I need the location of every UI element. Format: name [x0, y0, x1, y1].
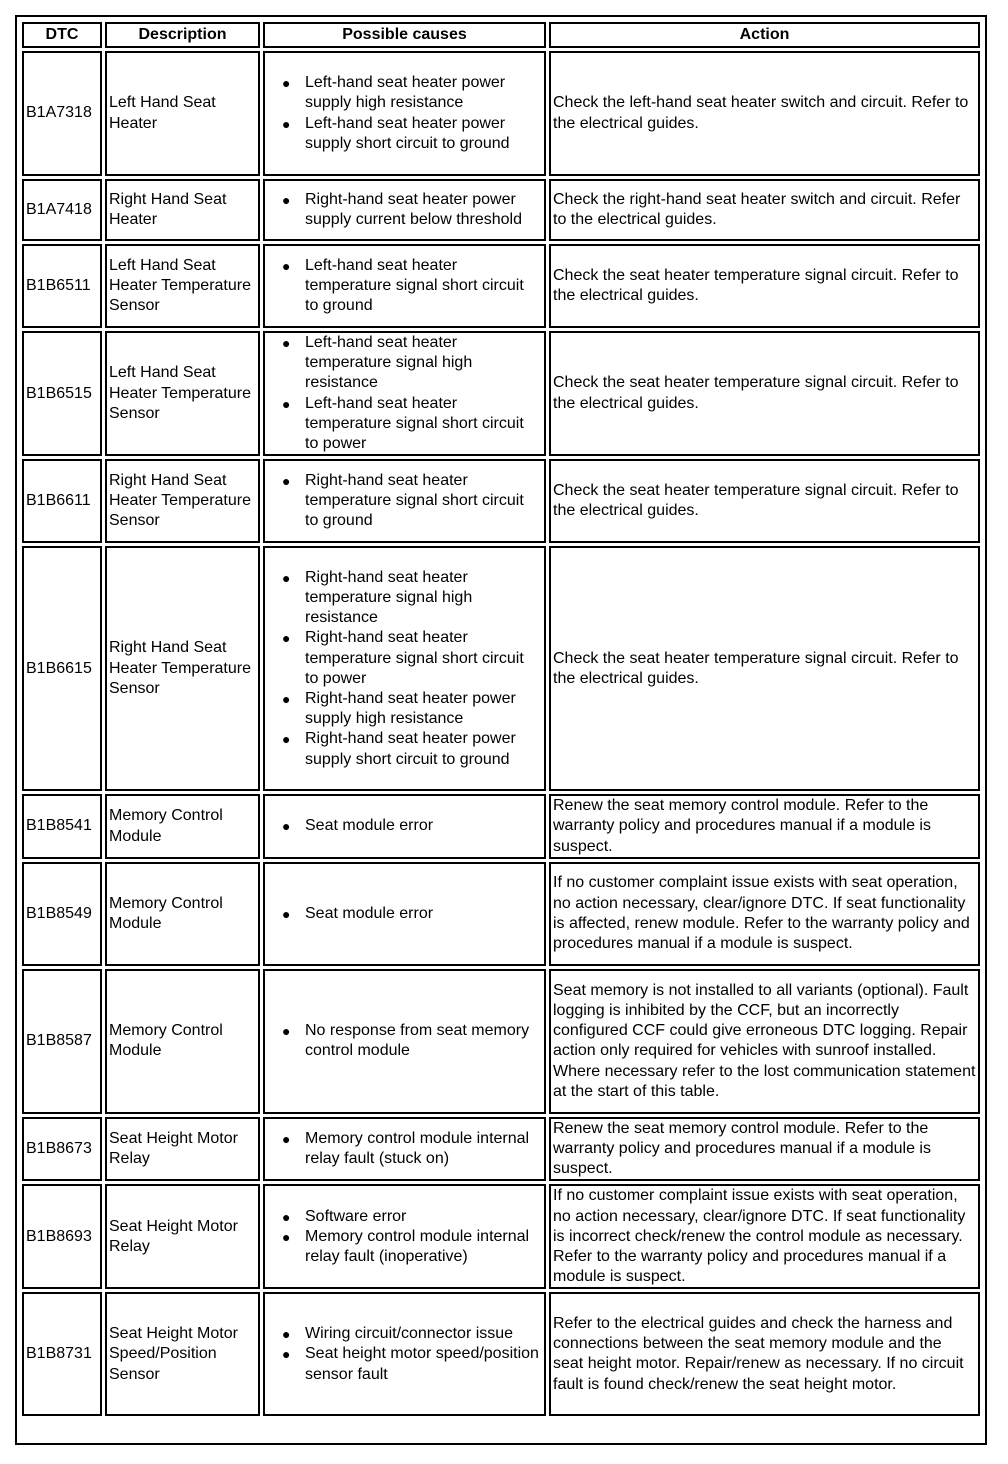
cause-text: Seat module error: [305, 904, 434, 922]
cause-item: [282, 190, 540, 230]
bullet-icon: ●: [282, 115, 291, 132]
action-text: Renew the seat memory control module. Refer to the warranty policy and procedures manual if a module is suspect.: [549, 1117, 980, 1182]
action-text: Check the seat heater temperature signal circuit. Refer to the electrical guides.: [549, 459, 980, 543]
cause-text: Seat height motor speed/position sensor fault: [305, 1345, 539, 1383]
action-text: Check the left-hand seat heater switch and circuit. Refer to the electrical guides.: [549, 51, 980, 176]
action-text: Renew the seat memory control module. Refer to the warranty policy and procedures manual if a module is suspect.: [549, 794, 980, 859]
bullet-icon: ●: [282, 818, 291, 835]
table-row: [22, 331, 980, 456]
possible-causes-cell: [263, 244, 546, 328]
possible-causes-cell: [263, 1184, 546, 1289]
header-dtc: DTC: [22, 22, 102, 48]
dtc-description: Memory Control Module: [105, 862, 260, 966]
dtc-description: Seat Height Motor Relay: [105, 1117, 260, 1182]
cause-item: [282, 333, 540, 394]
bullet-icon: ●: [282, 257, 291, 274]
causes-list: [265, 1021, 540, 1061]
possible-causes-cell: [263, 862, 546, 966]
table-row: [22, 1184, 980, 1289]
bullet-icon: ●: [282, 472, 291, 489]
table-row: [22, 179, 980, 241]
dtc-code: B1A7418: [22, 179, 102, 241]
cause-item: [282, 1129, 540, 1169]
cause-text: Right-hand seat heater temperature signal short circuit to power: [305, 629, 524, 687]
bullet-icon: ●: [282, 1023, 291, 1040]
cause-text: Seat module error: [305, 817, 434, 835]
cause-text: Right-hand seat heater power supply high resistance: [305, 689, 516, 728]
causes-list: [265, 471, 540, 532]
bullet-icon: ●: [282, 569, 291, 586]
cause-text: Memory control module internal relay fault (stuck on): [305, 1129, 530, 1168]
dtc-code: B1A7318: [22, 51, 102, 176]
cause-item: [282, 1021, 540, 1061]
cause-item: [282, 568, 540, 629]
dtc-code: B1B8731: [22, 1292, 102, 1416]
table-row: [22, 862, 980, 966]
dtc-description: Left Hand Seat Heater Temperature Sensor: [105, 331, 260, 456]
table-row: [22, 51, 980, 176]
causes-list: [265, 1207, 540, 1268]
header-action: Action: [549, 22, 980, 48]
dtc-code: B1B8693: [22, 1184, 102, 1289]
action-text: Seat memory is not installed to all variants (optional). Fault logging is inhibited by the CCF, but an incorrectly configured CCF could give erroneous DTC logging. Repair action only required for vehicles with sunroof installed. Where necessary refer to the lost communication statement at the start of this table.: [549, 969, 980, 1114]
causes-list: [265, 904, 540, 924]
cause-text: Memory control module internal relay fault (inoperative): [305, 1227, 530, 1266]
bullet-icon: ●: [282, 395, 291, 412]
dtc-description: Seat Height Motor Speed/Position Sensor: [105, 1292, 260, 1416]
dtc-description: Memory Control Module: [105, 969, 260, 1114]
cause-text: Left-hand seat heater temperature signal short circuit to ground: [305, 256, 524, 315]
action-text: Check the seat heater temperature signal circuit. Refer to the electrical guides.: [549, 331, 980, 456]
dtc-code: B1B8549: [22, 862, 102, 966]
bullet-icon: ●: [282, 191, 291, 208]
cause-item: [282, 73, 540, 113]
cause-text: Wiring circuit/connector issue: [305, 1325, 514, 1343]
dtc-table: [19, 19, 983, 1419]
cause-text: Left-hand seat heater power supply short circuit to ground: [305, 114, 510, 152]
dtc-code: B1B6611: [22, 459, 102, 543]
cause-text: No response from seat memory control module: [305, 1022, 530, 1060]
possible-causes-cell: [263, 459, 546, 543]
table-row: [22, 244, 980, 328]
causes-list: [265, 190, 540, 230]
bullet-icon: ●: [282, 75, 291, 92]
causes-list: [265, 1324, 540, 1385]
action-text: If no customer complaint issue exists with seat operation, no action necessary, clear/ignore DTC. If seat functionality is affected, renew module. Refer to the warranty policy and procedures manual if a module is suspect.: [549, 862, 980, 966]
cause-item: [282, 729, 540, 769]
dtc-description: Memory Control Module: [105, 794, 260, 859]
cause-item: [282, 1227, 540, 1267]
cause-text: Left-hand seat heater power supply high resistance: [305, 74, 506, 112]
bullet-icon: ●: [282, 630, 291, 647]
dtc-description: Left Hand Seat Heater: [105, 51, 260, 176]
table-row: [22, 969, 980, 1114]
cause-item: [282, 394, 540, 455]
possible-causes-cell: [263, 1117, 546, 1182]
table-row: [22, 794, 980, 859]
cause-text: Right-hand seat heater temperature signal short circuit to ground: [305, 471, 524, 530]
cause-item: [282, 689, 540, 729]
bullet-icon: ●: [282, 1130, 291, 1147]
causes-list: [265, 73, 540, 154]
causes-list: [265, 333, 540, 454]
dtc-code: B1B8587: [22, 969, 102, 1114]
action-text: Check the seat heater temperature signal circuit. Refer to the electrical guides.: [549, 546, 980, 791]
action-text: If no customer complaint issue exists with seat operation, no action necessary, clear/ignore DTC. If seat functionality is incorrect check/renew the control module as necessary. Refer to the warranty policy and procedures manual if a module is suspect.: [549, 1184, 980, 1289]
possible-causes-cell: [263, 331, 546, 456]
bullet-icon: ●: [282, 335, 291, 351]
cause-item: [282, 1324, 540, 1344]
bullet-icon: ●: [282, 1326, 291, 1343]
action-text: Refer to the electrical guides and check the harness and connections between the seat memory module and the seat height motor. Repair/renew as necessary. If no circuit fault is found check/renew the seat height motor.: [549, 1292, 980, 1416]
action-text: Check the seat heater temperature signal circuit. Refer to the electrical guides.: [549, 244, 980, 328]
bullet-icon: ●: [282, 905, 291, 922]
possible-causes-cell: [263, 969, 546, 1114]
dtc-code: B1B6615: [22, 546, 102, 791]
dtc-description: Right Hand Seat Heater: [105, 179, 260, 241]
table-row: [22, 546, 980, 791]
causes-list: [265, 1129, 540, 1169]
cause-text: Right-hand seat heater temperature signal high resistance: [305, 568, 473, 627]
possible-causes-cell: [263, 1292, 546, 1416]
dtc-code: B1B8541: [22, 794, 102, 859]
dtc-description: Right Hand Seat Heater Temperature Sensor: [105, 459, 260, 543]
dtc-description: Right Hand Seat Heater Temperature Sensor: [105, 546, 260, 791]
possible-causes-cell: [263, 51, 546, 176]
action-text: Check the right-hand seat heater switch and circuit. Refer to the electrical guides.: [549, 179, 980, 241]
dtc-code: B1B6515: [22, 331, 102, 456]
cause-text: Software error: [305, 1207, 407, 1225]
bullet-icon: ●: [282, 690, 291, 707]
cause-text: Right-hand seat heater power supply short circuit to ground: [305, 730, 516, 768]
dtc-table-frame: [15, 15, 987, 1445]
cause-item: [282, 628, 540, 689]
cause-item: [282, 471, 540, 532]
bullet-icon: ●: [282, 1346, 291, 1363]
bullet-icon: ●: [282, 1228, 291, 1245]
cause-item: [282, 1344, 540, 1384]
dtc-description: Left Hand Seat Heater Temperature Sensor: [105, 244, 260, 328]
table-header-row: [22, 22, 980, 48]
possible-causes-cell: [263, 179, 546, 241]
dtc-code: B1B8673: [22, 1117, 102, 1182]
dtc-code: B1B6511: [22, 244, 102, 328]
causes-list: [265, 256, 540, 317]
header-description: Description: [105, 22, 260, 48]
table-row: [22, 1292, 980, 1416]
dtc-description: Seat Height Motor Relay: [105, 1184, 260, 1289]
cause-item: [282, 114, 540, 154]
table-row: [22, 459, 980, 543]
cause-text: Left-hand seat heater temperature signal short circuit to power: [305, 394, 524, 453]
cause-text: Left-hand seat heater temperature signal high resistance: [305, 334, 473, 392]
cause-item: [282, 1207, 540, 1227]
possible-causes-cell: [263, 546, 546, 791]
bullet-icon: ●: [282, 731, 291, 748]
table-row: [22, 1117, 980, 1182]
bullet-icon: ●: [282, 1208, 291, 1225]
cause-text: Right-hand seat heater power supply current below threshold: [305, 190, 523, 228]
cause-item: [282, 256, 540, 317]
header-possible-causes: Possible causes: [263, 22, 546, 48]
possible-causes-cell: [263, 794, 546, 859]
cause-item: [282, 904, 540, 924]
causes-list: [265, 568, 540, 770]
causes-list: [265, 816, 540, 836]
cause-item: [282, 816, 540, 836]
